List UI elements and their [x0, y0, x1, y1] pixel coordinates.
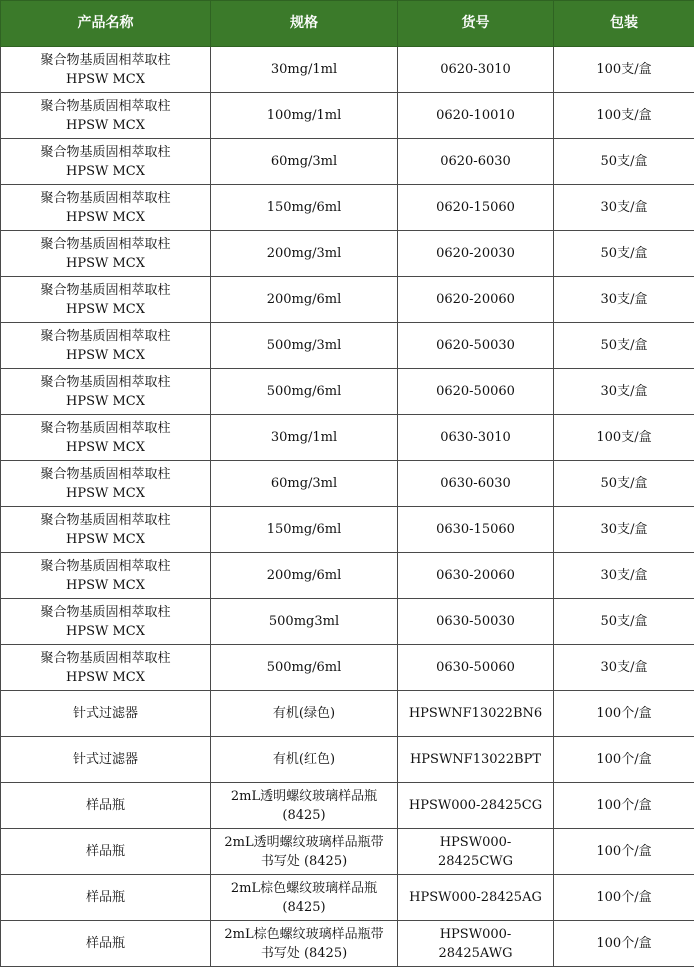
table-row [1, 553, 694, 599]
spec-text: 2mL棕色螺纹玻璃样品瓶带 [224, 926, 384, 942]
item-code-cell: 0630-3010 [398, 415, 554, 461]
product-name: 样品瓶 [85, 798, 125, 813]
packaging-cell: 100支/盒 [554, 47, 694, 93]
product-model: HPSW MCX [66, 71, 145, 87]
item-code-cell: 0630-50060 [398, 645, 554, 691]
packaging-cell: 50支/盒 [554, 599, 694, 645]
product-name: 聚合物基质固相萃取柱 [40, 236, 171, 252]
spec-text-continued: (8425) [282, 899, 326, 915]
header-spec: 规格 [211, 1, 398, 47]
product-name: 样品瓶 [85, 936, 125, 951]
spec-cell [211, 139, 398, 185]
spec-text: 60mg/3ml [270, 476, 338, 491]
product-model: HPSW MCX [66, 255, 145, 271]
packaging-cell: 30支/盒 [554, 507, 694, 553]
table-row [1, 369, 694, 415]
product-model: HPSW MCX [66, 301, 145, 317]
product-model: HPSW MCX [66, 347, 145, 363]
item-code-cell: HPSW000-28425AG [398, 875, 554, 921]
spec-cell [211, 231, 398, 277]
item-code-cell: 0630-6030 [398, 461, 554, 507]
product-name-cell [1, 921, 211, 967]
spec-cell [211, 921, 398, 967]
product-name-cell [1, 875, 211, 921]
product-name-cell [1, 553, 211, 599]
table-row [1, 507, 694, 553]
table-row [1, 737, 694, 783]
product-name-cell [1, 599, 211, 645]
product-name: 聚合物基质固相萃取柱 [40, 558, 171, 574]
product-name-cell [1, 139, 211, 185]
product-name: 聚合物基质固相萃取柱 [40, 466, 171, 482]
item-code-cell: 0630-15060 [398, 507, 554, 553]
item-code-cell: HPSWNF13022BPT [398, 737, 554, 783]
item-code-cell: 0620-10010 [398, 93, 554, 139]
packaging-cell: 100个/盒 [554, 829, 694, 875]
item-code-cell: 0620-3010 [398, 47, 554, 93]
packaging-cell: 30支/盒 [554, 553, 694, 599]
table-row [1, 461, 694, 507]
item-code-cell: 0620-6030 [398, 139, 554, 185]
packaging-cell: 100个/盒 [554, 691, 694, 737]
header-row [1, 1, 694, 47]
spec-text: 30mg/1ml [270, 430, 338, 445]
item-code-cell: HPSWNF13022BN6 [398, 691, 554, 737]
product-name-cell [1, 691, 211, 737]
product-name: 聚合物基质固相萃取柱 [40, 374, 171, 390]
spec-cell [211, 47, 398, 93]
packaging-cell: 30支/盒 [554, 277, 694, 323]
spec-text: 2mL透明螺纹玻璃样品瓶带 [224, 834, 384, 850]
packaging-cell: 50支/盒 [554, 461, 694, 507]
product-model: HPSW MCX [66, 531, 145, 547]
product-model: HPSW MCX [66, 209, 145, 225]
spec-text: 30mg/1ml [270, 62, 338, 77]
table-row [1, 645, 694, 691]
product-name: 聚合物基质固相萃取柱 [40, 328, 171, 344]
product-name-cell [1, 645, 211, 691]
product-name: 聚合物基质固相萃取柱 [40, 144, 171, 160]
table-row [1, 829, 694, 875]
product-model: HPSW MCX [66, 117, 145, 133]
product-name: 针式过滤器 [72, 752, 138, 767]
packaging-cell: 100支/盒 [554, 415, 694, 461]
packaging-cell: 100支/盒 [554, 93, 694, 139]
packaging-cell: 100个/盒 [554, 875, 694, 921]
product-name-cell [1, 93, 211, 139]
product-name: 聚合物基质固相萃取柱 [40, 420, 171, 436]
packaging-cell: 30支/盒 [554, 645, 694, 691]
product-name-cell [1, 369, 211, 415]
product-name: 样品瓶 [85, 890, 125, 905]
packaging-cell: 50支/盒 [554, 323, 694, 369]
product-name-cell [1, 829, 211, 875]
product-name-cell [1, 323, 211, 369]
table-row [1, 783, 694, 829]
product-name: 聚合物基质固相萃取柱 [40, 512, 171, 528]
spec-text: 150mg/6ml [266, 200, 342, 215]
table-row [1, 47, 694, 93]
item-code-cell: 0620-50060 [398, 369, 554, 415]
product-model: HPSW MCX [66, 485, 145, 501]
spec-text: 500mg/6ml [266, 660, 342, 675]
table-row [1, 691, 694, 737]
spec-text: 200mg/6ml [266, 292, 342, 307]
item-code-cell: HPSW000-28425AWG [398, 921, 554, 967]
product-name: 聚合物基质固相萃取柱 [40, 282, 171, 298]
spec-cell [211, 737, 398, 783]
spec-text: 有机(绿色) [272, 706, 336, 721]
header-item-code: 货号 [398, 1, 554, 47]
product-name-cell [1, 737, 211, 783]
spec-text: 200mg/3ml [266, 246, 342, 261]
spec-cell [211, 461, 398, 507]
spec-text: 150mg/6ml [266, 522, 342, 537]
spec-text-continued: 书写处 (8425) [260, 945, 348, 961]
spec-text: 2mL透明螺纹玻璃样品瓶 [230, 788, 378, 804]
spec-text: 500mg/6ml [266, 384, 342, 399]
product-name-cell [1, 185, 211, 231]
product-name-cell [1, 461, 211, 507]
spec-text: 100mg/1ml [266, 108, 342, 123]
header-packaging: 包装 [554, 1, 694, 47]
spec-text-continued: 书写处 (8425) [260, 853, 348, 869]
product-name: 针式过滤器 [72, 706, 138, 721]
spec-cell [211, 415, 398, 461]
product-name-cell [1, 507, 211, 553]
spec-cell [211, 645, 398, 691]
packaging-cell: 30支/盒 [554, 185, 694, 231]
packaging-cell: 50支/盒 [554, 139, 694, 185]
table-row [1, 415, 694, 461]
table-header [1, 1, 694, 47]
spec-cell [211, 323, 398, 369]
table-row [1, 93, 694, 139]
item-code-cell: HPSW000-28425CWG [398, 829, 554, 875]
product-name-cell [1, 47, 211, 93]
item-code-cell: 0620-20030 [398, 231, 554, 277]
spec-cell [211, 599, 398, 645]
table-row [1, 921, 694, 967]
product-name-cell [1, 277, 211, 323]
table-row [1, 139, 694, 185]
product-model: HPSW MCX [66, 669, 145, 685]
spec-text: 200mg/6ml [266, 568, 342, 583]
table-row [1, 231, 694, 277]
spec-text-continued: (8425) [282, 807, 326, 823]
item-code-cell: 0630-20060 [398, 553, 554, 599]
table-row [1, 323, 694, 369]
item-code-cell: 0620-50030 [398, 323, 554, 369]
packaging-cell: 50支/盒 [554, 231, 694, 277]
spec-text: 有机(红色) [272, 752, 336, 767]
product-name: 聚合物基质固相萃取柱 [40, 52, 171, 68]
table-row [1, 277, 694, 323]
spec-cell [211, 185, 398, 231]
spec-cell [211, 553, 398, 599]
spec-cell [211, 783, 398, 829]
packaging-cell: 100个/盒 [554, 921, 694, 967]
spec-text: 500mg3ml [268, 614, 340, 629]
spec-text: 2mL棕色螺纹玻璃样品瓶 [230, 880, 378, 896]
table-row [1, 185, 694, 231]
product-model: HPSW MCX [66, 439, 145, 455]
product-name: 聚合物基质固相萃取柱 [40, 650, 171, 666]
product-model: HPSW MCX [66, 623, 145, 639]
table-row [1, 599, 694, 645]
spec-cell [211, 277, 398, 323]
spec-cell [211, 691, 398, 737]
item-code-cell: 0620-15060 [398, 185, 554, 231]
spec-cell [211, 369, 398, 415]
table-body [1, 47, 694, 967]
item-code-cell: HPSW000-28425CG [398, 783, 554, 829]
item-code-cell: 0620-20060 [398, 277, 554, 323]
product-name-cell [1, 231, 211, 277]
product-name-cell [1, 415, 211, 461]
packaging-cell: 30支/盒 [554, 369, 694, 415]
product-name: 聚合物基质固相萃取柱 [40, 98, 171, 114]
product-model: HPSW MCX [66, 163, 145, 179]
product-name: 聚合物基质固相萃取柱 [40, 604, 171, 620]
product-model: HPSW MCX [66, 393, 145, 409]
spec-text: 500mg/3ml [266, 338, 342, 353]
item-code-cell: 0630-50030 [398, 599, 554, 645]
spec-cell [211, 829, 398, 875]
table-row [1, 875, 694, 921]
spec-cell [211, 93, 398, 139]
packaging-cell: 100个/盒 [554, 783, 694, 829]
spec-cell [211, 507, 398, 553]
spec-cell [211, 875, 398, 921]
product-model: HPSW MCX [66, 577, 145, 593]
product-name: 样品瓶 [85, 844, 125, 859]
spec-text: 60mg/3ml [270, 154, 338, 169]
product-name: 聚合物基质固相萃取柱 [40, 190, 171, 206]
header-product-name: 产品名称 [1, 1, 211, 47]
packaging-cell: 100个/盒 [554, 737, 694, 783]
product-name-cell [1, 783, 211, 829]
